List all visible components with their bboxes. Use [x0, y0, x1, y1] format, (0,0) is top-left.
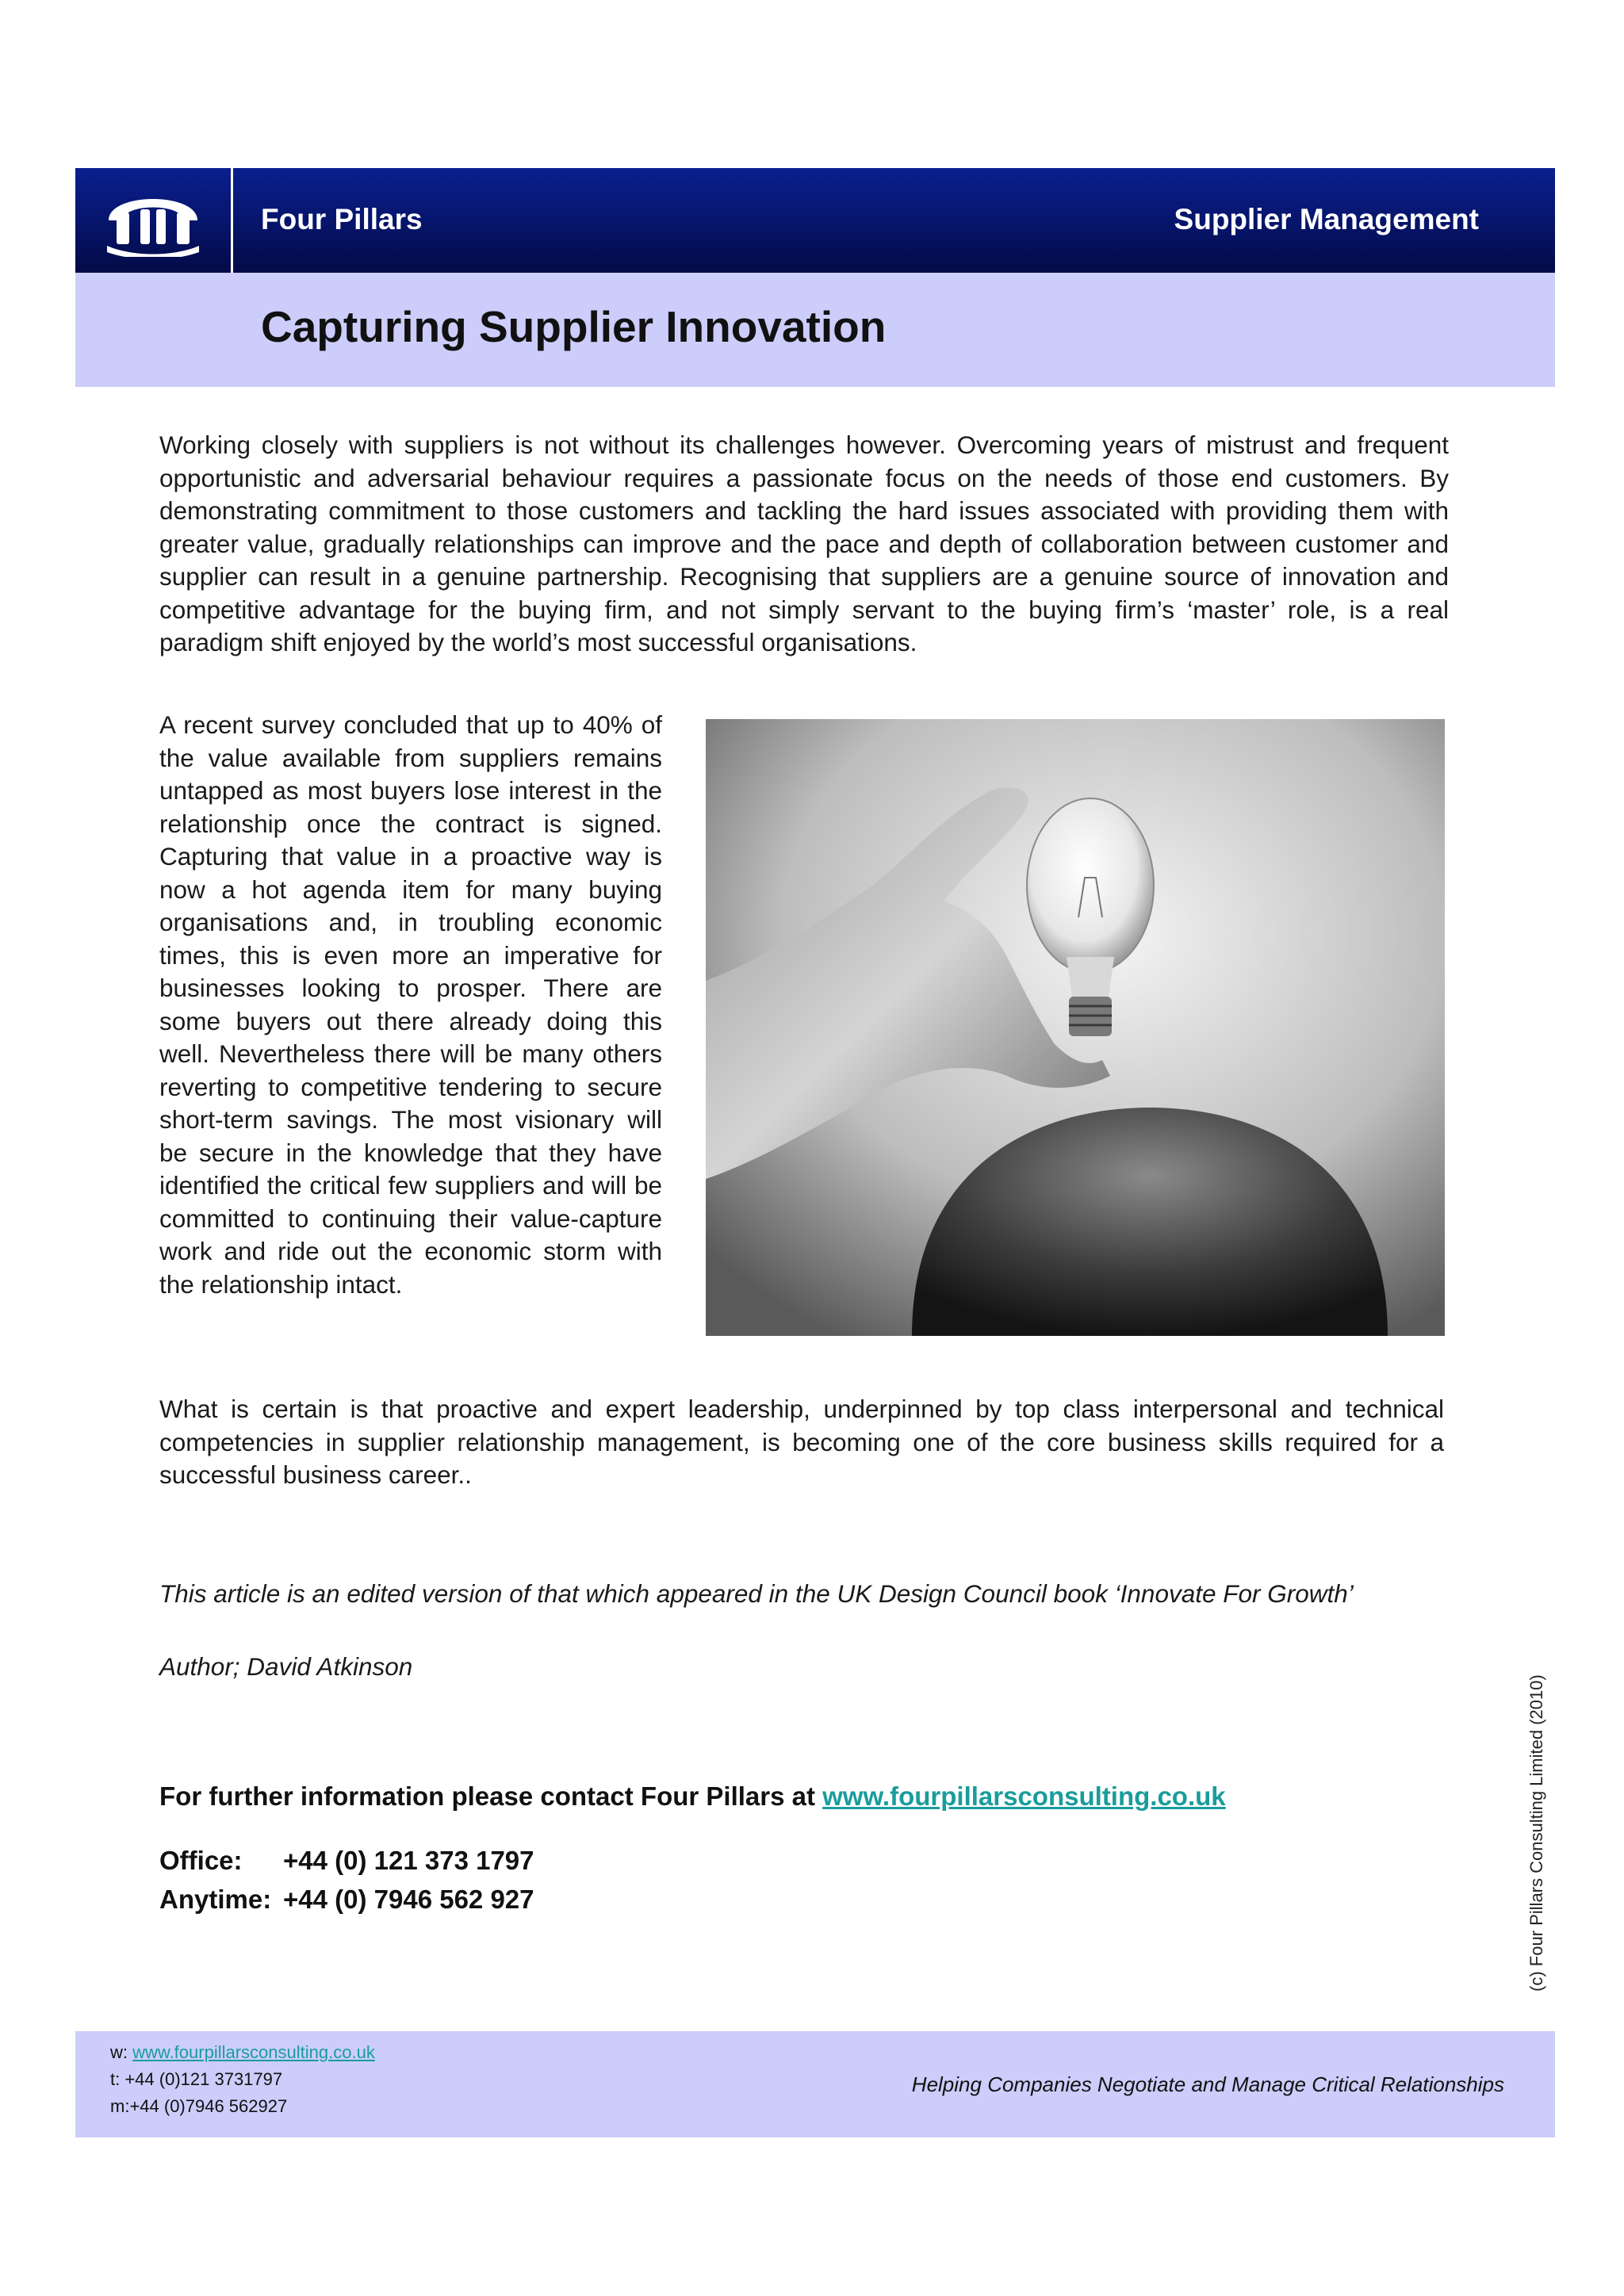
contact-line [159, 1781, 1226, 1812]
anytime-phone [159, 1885, 534, 1915]
footer-website [110, 2042, 375, 2063]
conclusion-paragraph: What is certain is that proactive and expert leadership, underpinned by top class interpersonal and technical competencies in supplier relationship management, is becoming one of the core business skills required for a successful business career.. [159, 1395, 1444, 1489]
office-number: +44 (0) 121 373 1797 [283, 1846, 534, 1875]
contact-website-link[interactable]: www.fourpillarsconsulting.co.uk [822, 1781, 1226, 1811]
footer-website-link[interactable]: www.fourpillarsconsulting.co.uk [132, 2042, 375, 2062]
footer-w-label: w: [110, 2042, 133, 2062]
survey-paragraph: A recent survey concluded that up to 40% of the value available from suppliers remains untapped as most buyers lose interest in the relationship once the contract is signed. Capturing that value in a proactive way is now a hot agenda item for many buying organisations and, in troubling economic times, this is even more an imperative for businesses looking to prosper. There are some buyers out there already doing this well. Nevertheless there will be many others reverting to competitive tendering to secure short-term savings. The most visionary will be secure in the knowledge that they have identified the critical few suppliers and will be committed to continuing their value-capture work and ride out the economic storm with the relationship intact. [159, 710, 662, 1299]
anytime-label: Anytime: [159, 1885, 272, 1914]
footer-tagline: Helping Companies Negotiate and Manage Critical Relationships [911, 2072, 1504, 2096]
article-note: This article is an edited version of that which appeared in the UK Design Council book ‘Innovate For Growth’ [159, 1579, 1354, 1608]
contact-lead: For further information please contact Four Pillars at [159, 1781, 823, 1811]
office-phone [159, 1846, 534, 1876]
footer-phone: t: +44 (0)121 3731797 [110, 2069, 283, 2089]
header-bar [75, 168, 1555, 273]
logo [75, 168, 233, 273]
office-label: Office: [159, 1846, 243, 1875]
four-pillars-logo-icon [101, 186, 205, 257]
page-title: Capturing Supplier Innovation [261, 302, 887, 351]
author-line: Author; David Atkinson [159, 1652, 413, 1681]
anytime-number: +44 (0) 7946 562 927 [283, 1885, 534, 1914]
copyright-notice: (c) Four Pillars Consulting Limited (2010) [1526, 1674, 1546, 1992]
footer-mobile: m:+44 (0)7946 562927 [110, 2096, 288, 2116]
brand-name: Four Pillars [261, 203, 423, 235]
lightbulb-photo [706, 719, 1445, 1336]
title-band [75, 273, 1555, 387]
section-label: Supplier Management [1174, 203, 1479, 235]
footer [75, 2031, 1555, 2137]
intro-paragraph: Working closely with suppliers is not without its challenges however. Overcoming years of mistrust and frequent opportunistic and adversarial behaviour requires a passionate focus on the needs of those end customers. By demonstrating commitment to those customers and tackling the hard issues associated with providing them with greater value, gradually relationships can improve and the pace and depth of collaboration between customer and supplier can result in a genuine partnership. Recognising that suppliers are a genuine source of innovation and competitive advantage for the buying firm, and not simply servant to the buying firm’s ‘master’ role, is a real paradigm shift enjoyed by the world’s most successful organisations. [159, 430, 1449, 656]
